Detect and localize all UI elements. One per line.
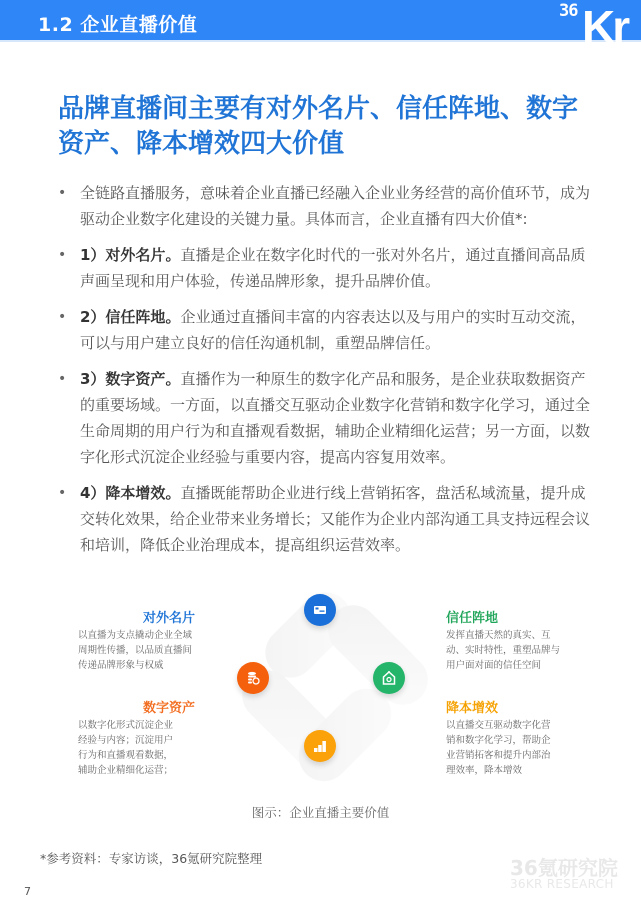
bullet-text: 直播是企业在数字化时代的一张对外名片，通过直播间高品质声画呈现和用户体验，传递品牌形象，提升品牌价值。: [80, 246, 586, 290]
value-diagram: [0, 580, 641, 790]
bullet-dot-icon: •: [58, 185, 67, 201]
bullet-text: 直播作为一种原生的数字化产品和服务，是企业获取数据资产的重要场域。一方面，以直播交互驱动企业数字化营销和数字化学习，通过全生命周期的用户行为和直播观看数据，辅助企业精细化运营；另一方面，以数字化形式沉淀企业经验与重要内容，提高内容复用效率。: [80, 370, 591, 466]
card-text-business-card: 以直播为支点撬动企业全域周期性传播，以品质直播间传递品牌形象与权威: [78, 630, 193, 671]
card-title-cost-efficiency: 降本增效: [446, 701, 499, 716]
bullet-bold: 3）数字资产。: [80, 370, 181, 388]
page-number: 7: [24, 885, 31, 898]
section-header-bar: [0, 0, 641, 53]
bullet-dot-icon: •: [58, 485, 67, 501]
watermark-en: 36KR RESEARCH: [510, 877, 614, 891]
page-headline: [58, 92, 598, 162]
figure-caption: 图示：企业直播主要价值: [251, 805, 390, 820]
bullet-dot-icon: •: [58, 371, 67, 387]
bullet-intro: [58, 180, 598, 232]
business-card-icon: [312, 602, 328, 618]
card-title-business-card: 对外名片: [143, 611, 196, 626]
section-title: 1.2 企业直播价值: [38, 14, 198, 36]
bullet-trust: [58, 304, 598, 356]
logo-36: 36: [559, 1, 578, 21]
house-icon: [381, 670, 397, 686]
bullet-bold: 1）对外名片。: [80, 246, 181, 264]
database-coins-icon: [245, 670, 261, 686]
bullet-business-card: [58, 242, 598, 294]
bullet-bold: 4）降本增效。: [80, 484, 181, 502]
bullet-cost-efficiency: [58, 480, 598, 558]
card-text-digital-asset: 以数字化形式沉淀企业经验与内容；沉淀用户行为和直播观看数据，辅助企业精细化运营；: [78, 720, 174, 776]
bullet-text: 直播既能帮助企业进行线上营销拓客，盘活私域流量，提升成交转化效果，给企业带来业务增长；又能作为企业内部沟通工具支持远程会议和培训，降低企业治理成本，提高组织运营效率。: [80, 484, 591, 554]
database-circle: [237, 662, 269, 694]
bullet-dot-icon: •: [58, 247, 67, 263]
house-circle: [373, 662, 405, 694]
bullet-text: 全链路直播服务，意味着企业直播已经融入企业业务经营的高价值环节，成为驱动企业数字化建设的关键力量。具体而言，企业直播有四大价值*:: [80, 184, 591, 228]
bullet-text: 企业通过直播间丰富的内容表达以及与用户的实时互动交流，可以与用户建立良好的信任沟通机制，重塑品牌信任。: [80, 308, 586, 352]
watermark-cn: 36氪研究院: [510, 856, 618, 880]
business-card-circle: [304, 594, 336, 626]
bullet-digital-asset: [58, 366, 598, 470]
card-title-digital-asset: 数字资产: [143, 701, 196, 716]
headline-line-1: 品牌直播间主要有对外名片、信任阵地、数字: [58, 94, 579, 124]
card-text-trust: 发挥直播天然的真实、互动、实时特性，重塑品牌与用户面对面的信任空间: [446, 630, 561, 671]
reference-note: *参考资料：专家访谈，36氪研究院整理: [40, 851, 263, 866]
card-text-cost-efficiency: 以直播交互驱动数字化营销和数字化学习，帮助企业营销拓客和提升内部治理效率，降本增效: [446, 720, 551, 776]
coin-stack-icon: [312, 738, 328, 754]
headline-line-2: 资产、降本增效四大价值: [58, 129, 345, 159]
logo-kr: Kr: [582, 1, 628, 53]
bullet-list: [58, 180, 598, 568]
bullet-dot-icon: •: [58, 309, 67, 325]
coin-stack-circle: [304, 730, 336, 762]
bullet-bold: 2）信任阵地。: [80, 308, 181, 326]
card-title-trust: 信任阵地: [446, 611, 499, 626]
